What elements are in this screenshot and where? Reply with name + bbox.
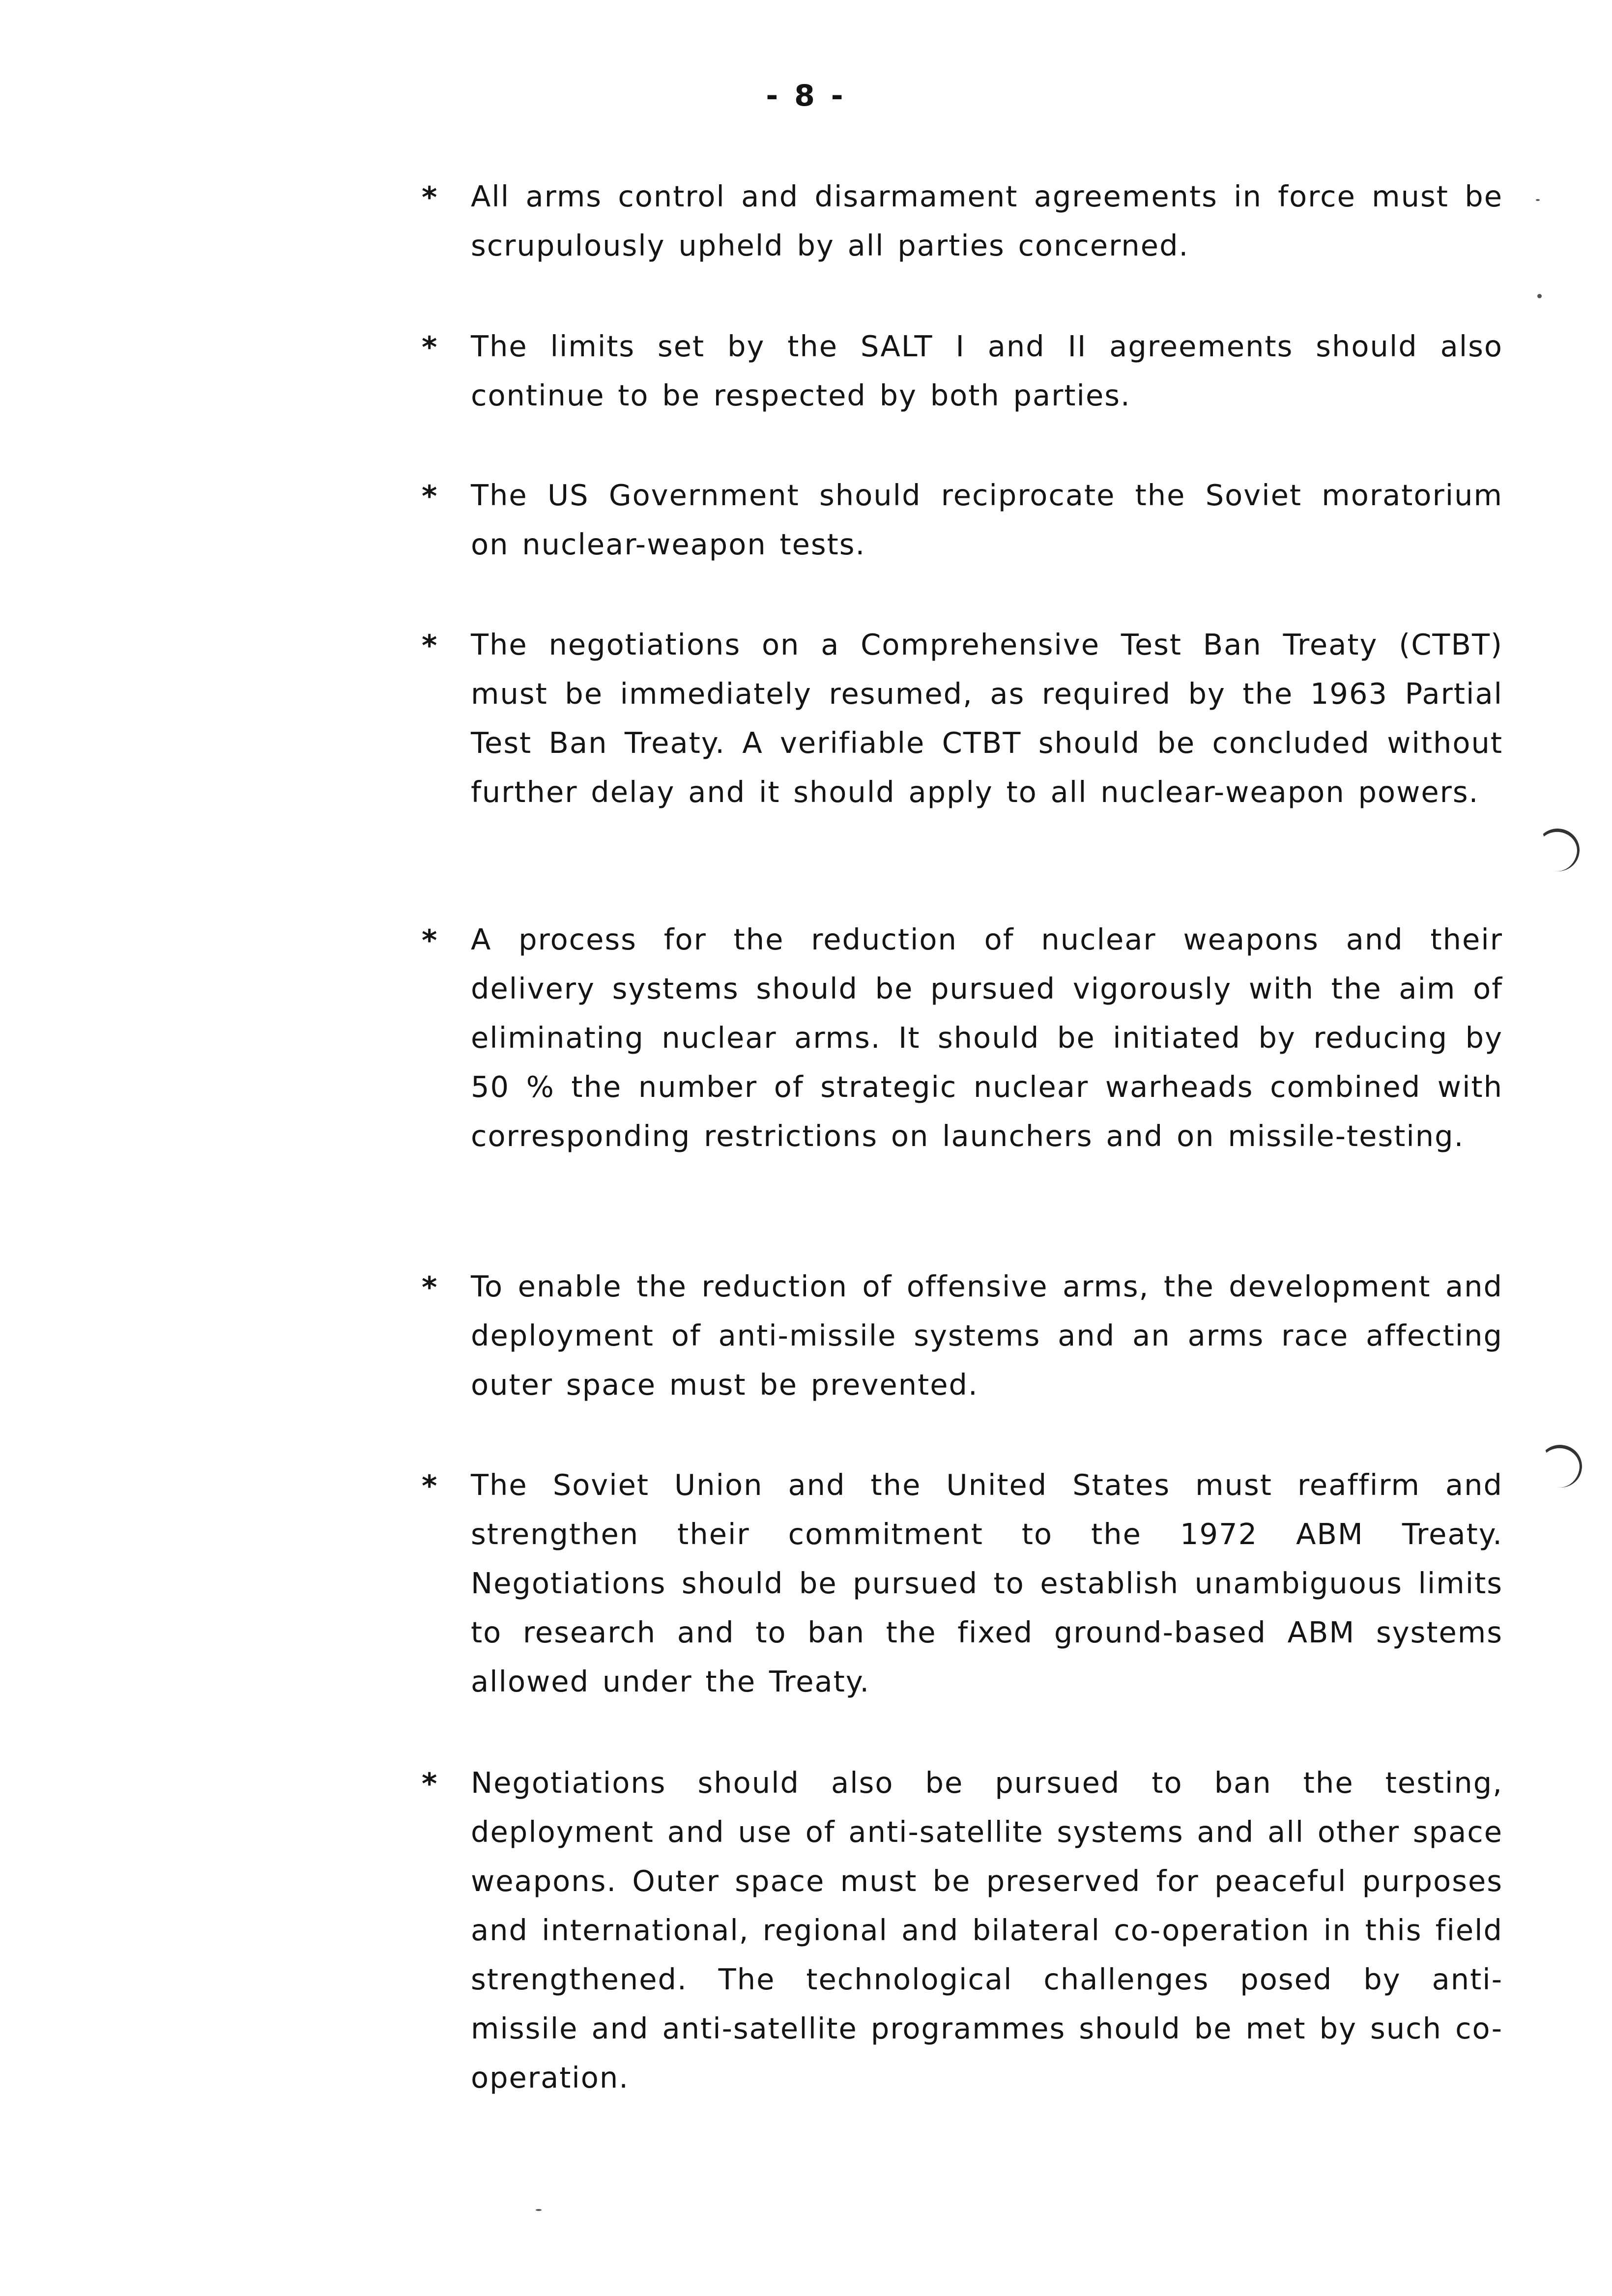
- bullet-text: A process for the reduction of nuclear weapons and their delivery systems should be pursued vigorously with the aim of eliminating nuclear arms. It should be initiated by reducing by 50 % the number of strategic nuclear warheads combined with corresponding restrictions on launchers and on missile-testing.: [471, 922, 1503, 1153]
- binder-hole-mark: [1532, 825, 1583, 875]
- bullet-text: To enable the reduction of offensive arms, the development and deployment of anti-missile systems and an arms race affecting outer space must be prevented.: [471, 1269, 1503, 1402]
- bullet-marker: *: [422, 180, 437, 215]
- bullet-marker: *: [422, 479, 437, 514]
- bullet-marker: *: [422, 629, 437, 663]
- bullet-text: The limits set by the SALT I and II agreements should also continue to be respected by both parties.: [471, 329, 1503, 412]
- binder-hole-mark: [1535, 1441, 1585, 1491]
- bullet-marker: *: [422, 923, 437, 958]
- scan-speck: [1536, 199, 1540, 201]
- bullet-marker: *: [422, 1270, 437, 1305]
- page-number: - 8 -: [766, 79, 846, 113]
- scan-speck: [1537, 294, 1542, 298]
- bullet-text: The Soviet Union and the United States must reaffirm and strengthen their commitment to the 1972 ABM Treaty. Negotiations should be pursued to establish unambiguous limits to research and to ban the fixed ground-based ABM systems allowed under the Treaty.: [471, 1468, 1503, 1698]
- scan-speck: [536, 2209, 542, 2211]
- bullet-marker: *: [422, 1469, 437, 1503]
- bullet-text: The negotiations on a Comprehensive Test Ban Treaty (CTBT) must be immediately resumed, as required by the 1963 Partial Test Ban Treaty. A verifiable CTBT should be concluded without further delay and it should apply to all nuclear-weapon powers.: [471, 628, 1503, 809]
- bullet-text: All arms control and disarmament agreements in force must be scrupulously upheld by all parties concerned.: [471, 179, 1503, 262]
- bullet-text: The US Government should reciprocate the Soviet moratorium on nuclear-weapon tests.: [471, 478, 1503, 561]
- bullet-marker: *: [422, 1767, 437, 1801]
- bullet-marker: *: [422, 330, 437, 365]
- bullet-text: Negotiations should also be pursued to ban the testing, deployment and use of anti-satellite systems and all other space weapons. Outer space must be preserved for peaceful purposes and international, regional and bilateral co-operation in this field strengthened. The technological challenges posed by anti-missile and anti-satellite programmes should be met by such co-operation.: [471, 1766, 1503, 2095]
